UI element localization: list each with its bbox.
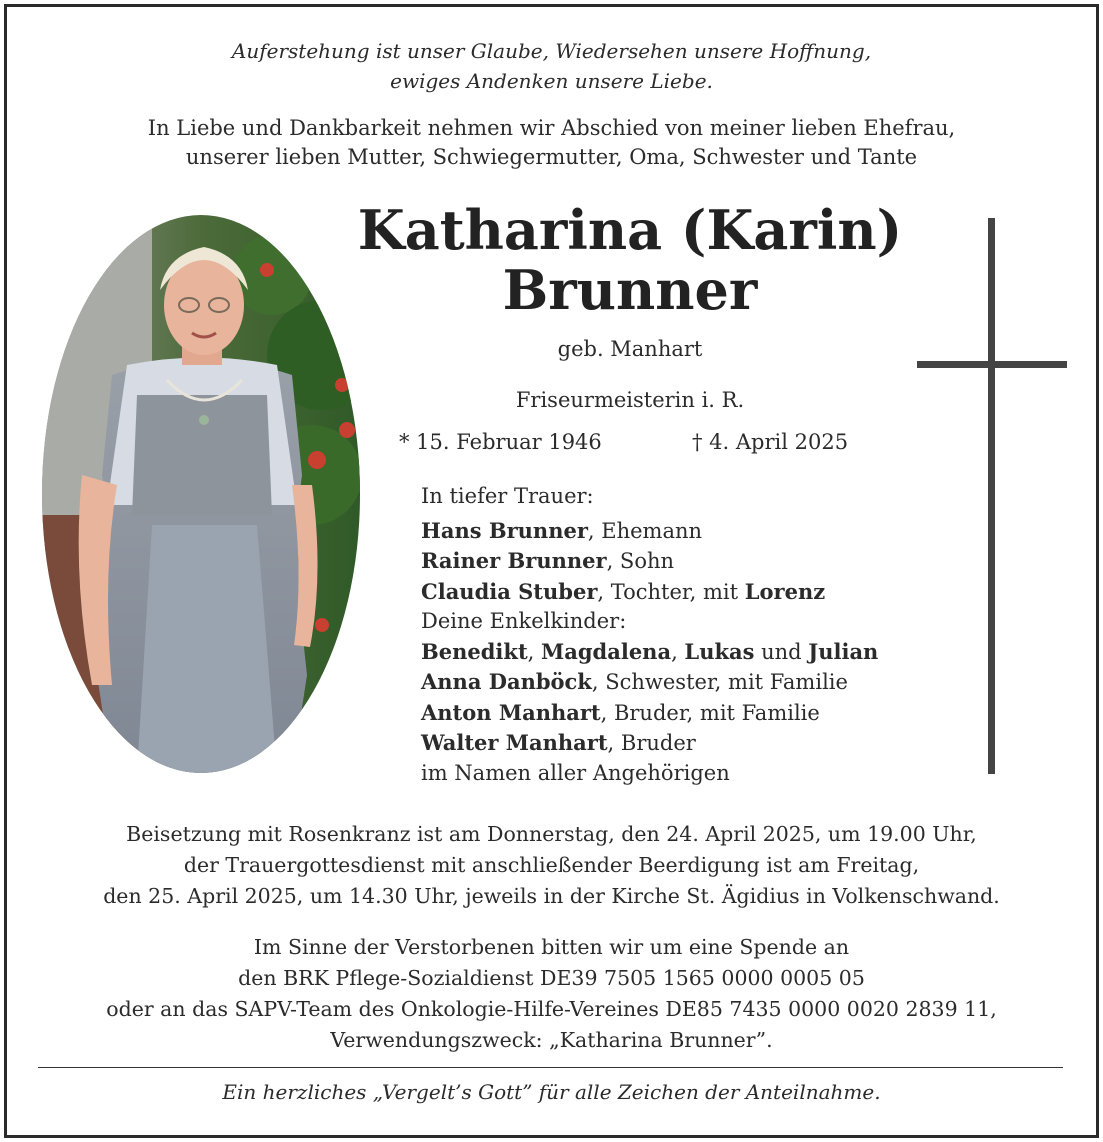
burial-line-1: Beisetzung mit Rosenkranz ist am Donnerstag, den 24. April 2025, um 19.00 Uhr,	[126, 822, 977, 846]
mourner-entry: im Namen aller Angehörigen	[421, 760, 730, 785]
portrait-photo	[42, 215, 360, 773]
donation-line-2: den BRK Pflege-Sozialdienst DE39 7505 1565 0000 0005 05	[238, 966, 865, 990]
mourner-entry: Hans Brunner, Ehemann	[421, 517, 703, 543]
mourner-entry: Walter Manhart, Bruder	[421, 730, 696, 755]
birth-date: * 15. Februar 1946	[399, 430, 602, 454]
donation-info	[0, 932, 1103, 1056]
death-date: † 4. April 2025	[692, 430, 849, 454]
birth-name: geb. Manhart	[557, 337, 703, 361]
burial-info	[0, 819, 1103, 912]
profession: Friseurmeisterin i. R.	[515, 388, 745, 412]
burial-line-3: den 25. April 2025, um 14.30 Uhr, jeweils in der Kirche St. Ägidius in Volkenschwand.	[103, 884, 1000, 908]
cross-icon	[988, 218, 995, 774]
intro-line-2: unserer lieben Mutter, Schwiegermutter, Oma, Schwester und Tante	[185, 145, 918, 169]
thanks-line: Ein herzliches „Vergelt’s Gott” für alle Zeichen der Anteilnahme.	[222, 1080, 881, 1104]
mourner-entry: Deine Enkelkinder:	[421, 609, 627, 633]
mourner-entry: Anton Manhart, Bruder, mit Familie	[421, 699, 820, 725]
grandchildren-entry: Benedikt, Magdalena, Lukas und Julian	[421, 638, 879, 664]
name-line-2: Brunner	[502, 258, 758, 322]
mourner-entry: Anna Danböck, Schwester, mit Familie	[421, 669, 848, 694]
mourner-entry: Claudia Stuber, Tochter, mit Lorenz	[421, 578, 826, 604]
donation-line-4: Verwendungszweck: „Katharina Brunner”.	[330, 1028, 773, 1052]
intro-line-1: In Liebe und Dankbarkeit nehmen wir Abschied von meiner lieben Ehefrau,	[147, 116, 956, 140]
mourners-heading: In tiefer Trauer:	[421, 484, 594, 508]
deceased-name	[330, 200, 930, 320]
mourners-list	[421, 482, 941, 788]
divider	[38, 1067, 1063, 1068]
motto	[0, 36, 1103, 96]
name-line-1: Katharina (Karin)	[357, 198, 903, 262]
donation-line-3: oder an das SAPV-Team des Onkologie-Hilfe-Vereines DE85 7435 0000 0020 2839 11,	[106, 997, 997, 1021]
cross-beam	[917, 361, 1067, 368]
intro-text	[0, 114, 1103, 172]
portrait-illustration	[42, 215, 360, 773]
mourner-entry: Rainer Brunner, Sohn	[421, 548, 675, 573]
motto-line-1: Auferstehung ist unser Glaube, Wiedersehen unsere Hoffnung,	[231, 39, 872, 63]
donation-line-1: Im Sinne der Verstorbenen bitten wir um eine Spende an	[253, 935, 850, 959]
motto-line-2: ewiges Andenken unsere Liebe.	[390, 69, 713, 93]
burial-line-2: der Trauergottesdienst mit anschließender Beerdigung ist am Freitag,	[183, 853, 920, 877]
